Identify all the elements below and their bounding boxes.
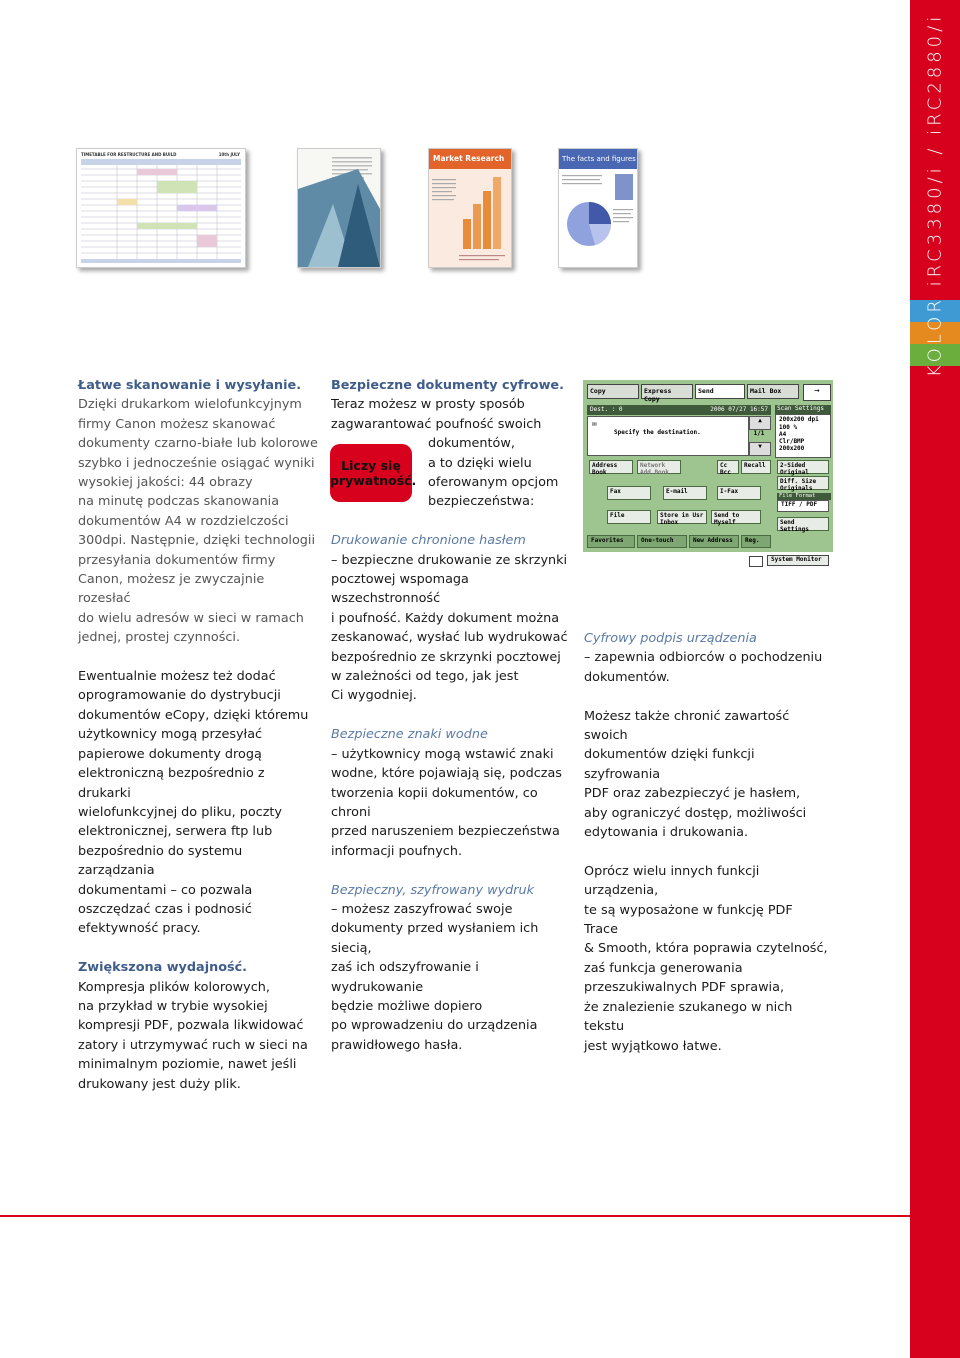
scroll-up-icon[interactable]: ▲ [749,416,771,430]
cc-bcc-button[interactable]: Cc Bcc [717,460,739,474]
text-line: dokumenty czarno-białe lub kolorowe [78,436,318,452]
mail-icon: ✉ [592,419,597,428]
network-address-book-button[interactable]: Network Add.Book [637,460,681,474]
tab-copy[interactable]: Copy [587,384,639,399]
text-line: – zapewnia odbiorców o pochodzeniu [584,650,823,666]
text-line: zeskanować, wysłać lub wydrukować [331,630,568,646]
text-line: na przykład w trybie wysokiej [78,998,268,1014]
ifax-button[interactable]: I-Fax [717,486,761,500]
text-line: zatory i utrzymywać ruch w sieci na [78,1037,308,1053]
heading-efficiency: Zwiększona wydajność. [78,960,248,976]
text-line: dokumentów, [428,436,515,452]
market-research-chart [429,169,511,267]
text-line: aby ograniczyć dostęp, możliwości [584,805,807,821]
scan-zoom: 100 % [779,424,798,431]
address-book-button[interactable]: Address Book [589,460,633,474]
text-line: oszczędzać czas i podnosić [78,901,252,917]
scan-dpi: 200x200 dpi [779,416,819,423]
dest-label: Dest. : 0 [590,406,623,413]
scan-color-dpi: 200x200 [779,445,805,452]
text-line: & Smooth, która poprawia czytelność, [584,941,828,957]
text-line: jednej, prostej czynności. [78,630,241,646]
tab-mail-box[interactable]: Mail Box [747,384,799,399]
subheading-digital-signature: Cyfrowy podpis urządzenia [584,631,757,646]
market-research-thumbnail [428,148,512,268]
text-line: przed naruszeniem bezpieczeństwa [331,824,560,840]
timetable-title: TIMETABLE FOR RESTRUCTURE AND BUILD [81,152,177,157]
datetime: 2006 07/27 16:57 [710,406,768,413]
text-line: na minutę podczas skanowania [78,494,280,510]
recall-button[interactable]: Recall [741,460,771,474]
scroll-down-icon[interactable]: ▼ [749,442,771,456]
text-line: oferowanym opcjom [428,475,559,491]
text-line: jest wyjątkowo łatwe. [584,1038,722,1054]
status-icon[interactable] [749,556,763,567]
text-line: Teraz możesz w prosty sposób [331,397,525,413]
text-line: a to dzięki wielu [428,455,532,471]
text-line: bezpośrednio ze skrzynki pocztowej [331,649,561,665]
text-line: Możesz także chronić zawartość swoich [584,708,790,744]
text-line: – bezpieczne drukowanie ze skrzynki [331,552,568,568]
system-monitor-button[interactable]: System Monitor [767,555,829,566]
tab-send[interactable]: Send [695,384,745,399]
tab-new-address[interactable]: New Address [689,535,739,548]
text-line: Canon, możesz je zwyczajnie rozesłać [78,572,265,607]
text-line: po wprowadzeniu do urządzenia [331,1018,538,1034]
market-research-title: Market Research [433,154,505,163]
device-screen [583,380,833,570]
file-button[interactable]: File [607,510,651,524]
tab-favorites[interactable]: Favorites [587,535,635,548]
privacy-badge [330,444,417,502]
tab-express-copy[interactable]: Express Copy [641,384,693,399]
heading-security: Bezpieczne dokumenty cyfrowe. [331,378,564,393]
send-settings-button[interactable]: Send Settings [777,517,829,531]
text-line: dokumentami – co pozwala [78,882,253,898]
scan-settings-header: Scan Settings [775,405,831,414]
text-line: elektronicznej, serwera ftp lub [78,824,273,840]
text-line: zagwarantować poufność swoich [331,416,542,432]
text-line: dokumentów A4 w rozdzielczości [78,513,289,529]
dest-bar [587,405,771,415]
text-line: szybko i jednocześnie osiągać wyniki [78,455,315,471]
sidebar-title: KOLOR iRC3380/i / iRC2880/i [924,12,946,378]
column-3 [584,629,829,1056]
text-line: Ewentualnie możesz też dodać [78,669,276,685]
text-line: edytowania i drukowania. [584,825,749,841]
text-line: wysokiej jakości: 44 obrazy [78,475,253,491]
file-format-header: File Format [777,493,831,500]
text-line: użytkownicy mogą przesyłać [78,727,263,743]
text-line: elektroniczną bezpośrednio z drukarki [78,766,265,801]
text-line: wielofunkcyjnej do pliku, poczty [78,804,283,820]
text-line: – użytkownicy mogą wstawić znaki [331,746,554,762]
arrow-right-icon[interactable]: → [803,384,831,401]
building-photo [298,149,380,267]
tab-register[interactable]: Reg. [741,535,771,548]
text-line: minimalnym poziomie, nawet jeśli [78,1057,297,1073]
text-line: dokumentów dzięki funkcji szyfrowania [584,747,755,782]
text-line: dokumentów. [584,669,670,685]
text-line: oprogramowanie do dystrybucji [78,688,281,704]
status-bar [583,552,833,570]
text-line: papierowe dokumenty drogą [78,746,262,762]
text-line: kompresji PDF, pozwala likwidować [78,1018,304,1034]
email-button[interactable]: E-mail [663,486,707,500]
scan-size: A4 [779,431,787,438]
subheading-password-print: Drukowanie chronione hasłem [331,533,526,549]
badge-line: Liczy się [341,458,401,473]
text-line: tworzenia kopii dokumentów, co chroni [331,785,538,820]
text-line: przesyłania dokumentów firmy [78,552,276,568]
text-line: do wielu adresów w sieci w ramach [78,610,304,626]
text-line: informacji poufnych. [331,843,463,859]
timetable-date: 10th JULY [218,152,240,157]
instruction: Specify the destination. [614,429,701,436]
scan-settings-panel[interactable] [775,414,831,458]
text-line: w zależności od tego, jak jest [331,669,519,685]
timetable-grid [77,149,245,267]
column-1 [78,376,318,1094]
text-line: Kompresja plików kolorowych, [78,979,270,995]
tab-one-touch[interactable]: One-touch [637,535,687,548]
text-line: dokumentów eCopy, dzięki któremu [78,707,309,723]
footer-rule [0,1215,910,1217]
text-line: przeszukiwalnych PDF sprawia, [584,980,785,996]
building-thumbnail [297,148,381,268]
destination-list[interactable] [587,416,749,456]
text-line: i poufność. Każdy dokument można [331,610,560,626]
heading-scanning: Łatwe skanowanie i wysyłanie. [78,378,302,393]
facts-title: The facts and figures [562,155,636,163]
text-line: zaś funkcja generowania [584,960,743,976]
facts-figures-thumbnail [558,148,638,268]
text-line: będzie możliwe dopiero [331,998,483,1014]
badge-line: prywatność. [330,473,417,488]
page-indicator: 1/1 [753,430,765,437]
facts-pie-chart [559,169,637,267]
text-line: pocztowej wspomaga wszechstronność [331,572,469,607]
text-line: Oprócz wielu innych funkcji urządzenia, [584,863,760,899]
timetable-thumbnail [76,148,246,268]
text-line: Dzięki drukarkom wielofunkcyjnym [78,397,302,413]
store-in-usr-inbox-button[interactable]: Store in Usr Inbox [657,510,707,524]
two-sided-original-button[interactable]: 2-Sided Original [777,460,829,474]
text-line: Ci wygodniej. [331,688,417,704]
text-line: bezpośrednio do systemu zarządzania [78,843,243,879]
text-line: wodne, które pojawiają się, podczas [331,766,562,782]
text-line: 300dpi. Następnie, dzięki technologii [78,533,316,549]
text-line: zaś ich odszyfrowanie i wydrukowanie [331,960,479,995]
subheading-watermarks: Bezpieczne znaki wodne [331,727,488,743]
file-format-value[interactable]: TIFF / PDF [777,500,829,512]
text-line: prawidłowego hasła. [331,1037,463,1053]
text-line: efektywność pracy. [78,921,201,937]
text-line: PDF oraz zabezpieczyć je hasłem, [584,786,801,802]
diff-size-originals-button[interactable]: Diff. Size Originals [777,476,829,490]
text-line: że znalezienie szukanego w nich tekstu [584,999,793,1035]
subheading-encrypted-print: Bezpieczny, szyfrowany wydruk [331,882,535,898]
text-line: dokumenty przed wysłaniem ich siecią, [331,921,539,956]
text-line: te są wyposażone w funkcję PDF Trace [584,902,793,938]
scan-color-mode: Clr/BMP [779,438,805,445]
text-line: – możesz zaszyfrować swoje [331,901,513,917]
text-line: bezpieczeństwa: [428,494,535,510]
send-to-myself-button[interactable]: Send to Myself [711,510,761,524]
fax-button[interactable]: Fax [607,486,651,500]
text-line: firmy Canon możesz skanować [78,416,276,432]
text-line: drukowany jest duży plik. [78,1076,241,1092]
